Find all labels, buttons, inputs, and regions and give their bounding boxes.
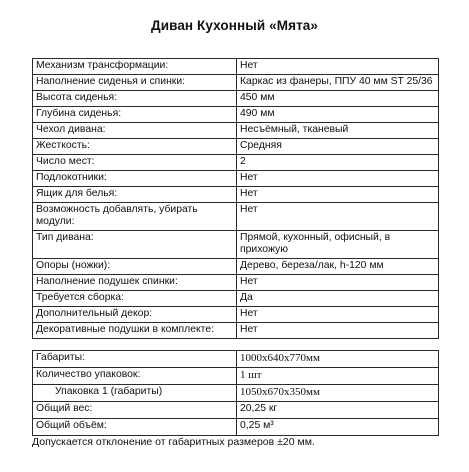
spec-value: Прямой, кухонный, офисный, в прихожую: [237, 231, 439, 259]
footnote: Допускается отклонение от габаритных размеров ±20 мм.: [32, 436, 315, 448]
spec-label: Опоры (ножки):: [33, 259, 237, 275]
packaging-label: Количество упаковок:: [33, 368, 237, 385]
table-row: [33, 291, 439, 307]
packaging-value: 0,25 м³: [237, 419, 439, 436]
spec-value: Нет: [237, 307, 439, 323]
table-row: [33, 351, 439, 368]
table-row: [33, 368, 439, 385]
table-row: [33, 91, 439, 107]
spec-label: Число мест:: [33, 155, 237, 171]
spec-value: Нет: [237, 171, 439, 187]
spec-value: 490 мм: [237, 107, 439, 123]
table-row: [33, 75, 439, 91]
spec-value: 2: [237, 155, 439, 171]
packaging-value: 1050х670х350мм: [237, 385, 439, 402]
table-row: [33, 402, 439, 419]
packaging-label: Общий вес:: [33, 402, 237, 419]
spec-value: 450 мм: [237, 91, 439, 107]
table-row: [33, 139, 439, 155]
table-row: [33, 123, 439, 139]
spec-value: Нет: [237, 187, 439, 203]
spec-label: Декоративные подушки в комплекте:: [33, 323, 237, 339]
spec-label: Требуется сборка:: [33, 291, 237, 307]
table-row: [33, 155, 439, 171]
spec-label: Возможность добавлять, убирать модули:: [33, 203, 237, 231]
spec-value: Нет: [237, 275, 439, 291]
packaging-table: [32, 350, 439, 436]
spec-label: Чехол дивана:: [33, 123, 237, 139]
spec-value: Нет: [237, 323, 439, 339]
spec-value: Несъёмный, тканевый: [237, 123, 439, 139]
spec-label: Механизм трансформации:: [33, 59, 237, 75]
packaging-value: 1000х640х770мм: [237, 351, 439, 368]
spec-label: Подлокотники:: [33, 171, 237, 187]
table-row: [33, 307, 439, 323]
table-row: [33, 107, 439, 123]
table-row: [33, 323, 439, 339]
spec-value: Дерево, береза/лак, h-120 мм: [237, 259, 439, 275]
spec-label: Наполнение подушек спинки:: [33, 275, 237, 291]
spec-value: Каркас из фанеры, ППУ 40 мм ST 25/36: [237, 75, 439, 91]
packaging-value: 1 шт: [237, 368, 439, 385]
spec-label: Высота сиденья:: [33, 91, 237, 107]
table-row: [33, 59, 439, 75]
table-row: [33, 171, 439, 187]
table-row: [33, 385, 439, 402]
table-row: [33, 275, 439, 291]
spec-value: Да: [237, 291, 439, 307]
packaging-value: 20,25 кг: [237, 402, 439, 419]
packaging-label: Общий объём:: [33, 419, 237, 436]
spec-table: [32, 58, 439, 339]
spec-label: Ящик для белья:: [33, 187, 237, 203]
table-row: [33, 187, 439, 203]
packaging-label: Упаковка 1 (габариты): [33, 385, 237, 402]
spec-value: Средняя: [237, 139, 439, 155]
table-row: [33, 259, 439, 275]
spec-label: Дополнительный декор:: [33, 307, 237, 323]
spec-value: Нет: [237, 203, 439, 231]
table-row: [33, 203, 439, 231]
spec-label: Наполнение сиденья и спинки:: [33, 75, 237, 91]
spec-label: Глубина сиденья:: [33, 107, 237, 123]
spec-label: Жесткость:: [33, 139, 237, 155]
spec-label: Тип дивана:: [33, 231, 237, 259]
spec-value: Нет: [237, 59, 439, 75]
page-title: Диван Кухонный «Мята»: [150, 18, 319, 33]
table-row: [33, 231, 439, 259]
packaging-label: Габариты:: [33, 351, 237, 368]
table-row: [33, 419, 439, 436]
